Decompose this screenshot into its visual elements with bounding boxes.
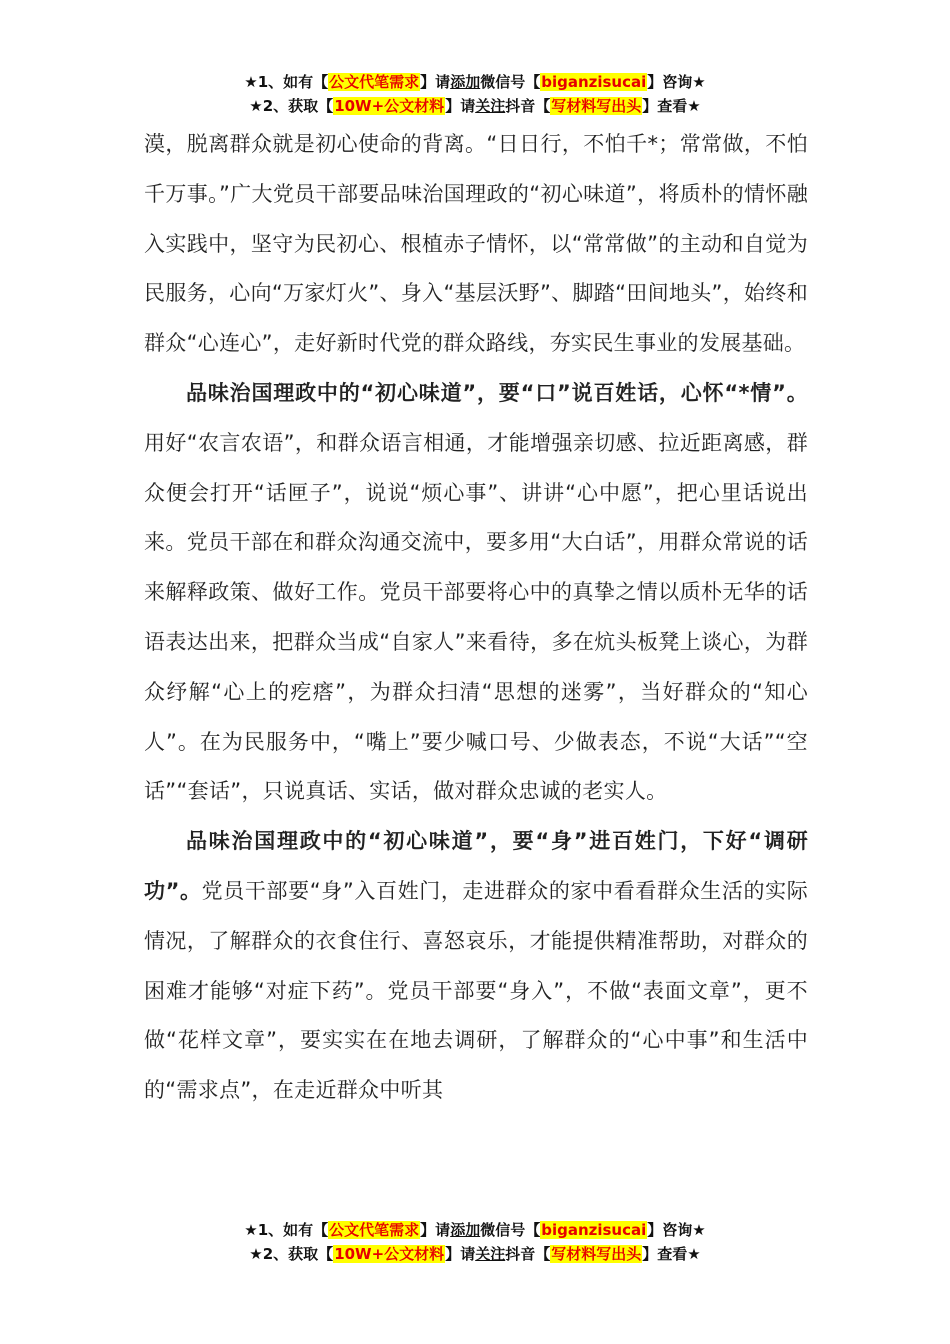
banner-text: ★2、获取【 <box>249 1245 334 1263</box>
paragraph-continuation: 漠，脱离群众就是初心使命的背离。“日日行，不怕千*；常常做，不怕千万事。”广大党员干部要品味治国理政的“初心味道”，将质朴的情怀融入实践中，坚守为民初心、根植赤子情怀，以“常常做”的主动和自觉为民服务，心向“万家灯火”、身入“基层沃野”、脚踏“田间地头”，始终和群众“心连心”，走好新时代党的群众路线，夯实民生事业的发展基础。 <box>144 132 808 356</box>
banner-text: ★2、获取【 <box>249 97 334 115</box>
banner-highlight: 10W+公文材料 <box>334 1245 445 1263</box>
banner-text: ★1、如有【 <box>244 73 329 91</box>
banner-text: 微信号【 <box>480 73 541 91</box>
banner-text: ★1、如有【 <box>244 1221 329 1239</box>
banner-line-1 <box>0 70 950 94</box>
banner-highlight: 10W+公文材料 <box>334 97 445 115</box>
paragraph-text: 用好“农言农语”，和群众语言相通，才能增强亲切感、拉近距离感，群众便会打开“话匣子”，说说“烦心事”、讲讲“心中愿”，把心里话说出来。党员干部在和群众沟通交流中，要多用“大白话”，用群众常说的话来解释政策、做好工作。党员干部要将心中的真挚之情以质朴无华的话语表达出来，把群众当成“自家人”来看待，多在炕头板凳上谈心，为群众纾解“心上的疙瘩”，为群众扫清“思想的迷雾”，当好群众的“知心人”。在为民服务中，“嘴上”要少喊口号、少做表态，不说“大话”“空话”“套话”，只说真话、实话，做对群众忠诚的老实人。 <box>144 430 808 804</box>
paragraph-lead: 品味治国理政中的“初心味道”，要“口”说百姓话，心怀“*情”。 <box>186 380 808 405</box>
banner-text: 】请 <box>445 97 476 115</box>
banner-underline: 添加 <box>450 73 481 91</box>
banner-text: 】查看★ <box>642 97 701 115</box>
banner-line-2 <box>0 1242 950 1266</box>
banner-text: 】请 <box>420 73 451 91</box>
document-body <box>144 120 808 1116</box>
banner-line-2 <box>0 94 950 118</box>
paragraph-speak-plain-language <box>144 369 808 817</box>
banner-text: 】请 <box>420 1221 451 1239</box>
footer-banner <box>0 1218 950 1266</box>
banner-text: 】咨询★ <box>647 73 706 91</box>
banner-text: 抖音【 <box>505 1245 551 1263</box>
paragraph-text: 党员干部要“身”入百姓门，走进群众的家中看看群众生活的实际情况，了解群众的衣食住行、喜怒哀乐，才能提供精准帮助，对群众的困难才能够“对症下药”。党员干部要“身入”，不做“表面文章”，更不做“花样文章”，要实实在在地去调研，了解群众的“心中事”和生活中的“需求点”，在走近群众中听其 <box>144 878 808 1103</box>
paragraph-lead: 品味治国理政中的“初心味道”，要“身”进百姓门，下好“调研功”。 <box>144 829 808 903</box>
banner-highlight: 写材料写出头 <box>551 1245 642 1263</box>
banner-highlight: biganzisucai <box>541 1221 647 1239</box>
banner-text: 抖音【 <box>505 97 551 115</box>
banner-highlight: biganzisucai <box>541 73 647 91</box>
banner-text: 】请 <box>445 1245 476 1263</box>
banner-line-1 <box>0 1218 950 1242</box>
banner-underline: 添加 <box>450 1221 481 1239</box>
banner-text: 】咨询★ <box>647 1221 706 1239</box>
banner-text: 】查看★ <box>642 1245 701 1263</box>
banner-underline: 关注 <box>475 97 506 115</box>
banner-text: 微信号【 <box>480 1221 541 1239</box>
banner-highlight: 写材料写出头 <box>551 97 642 115</box>
paragraph-field-research <box>144 817 808 1116</box>
banner-underline: 关注 <box>475 1245 506 1263</box>
banner-highlight: 公文代笔需求 <box>329 73 420 91</box>
header-banner <box>0 70 950 118</box>
banner-highlight: 公文代笔需求 <box>329 1221 420 1239</box>
